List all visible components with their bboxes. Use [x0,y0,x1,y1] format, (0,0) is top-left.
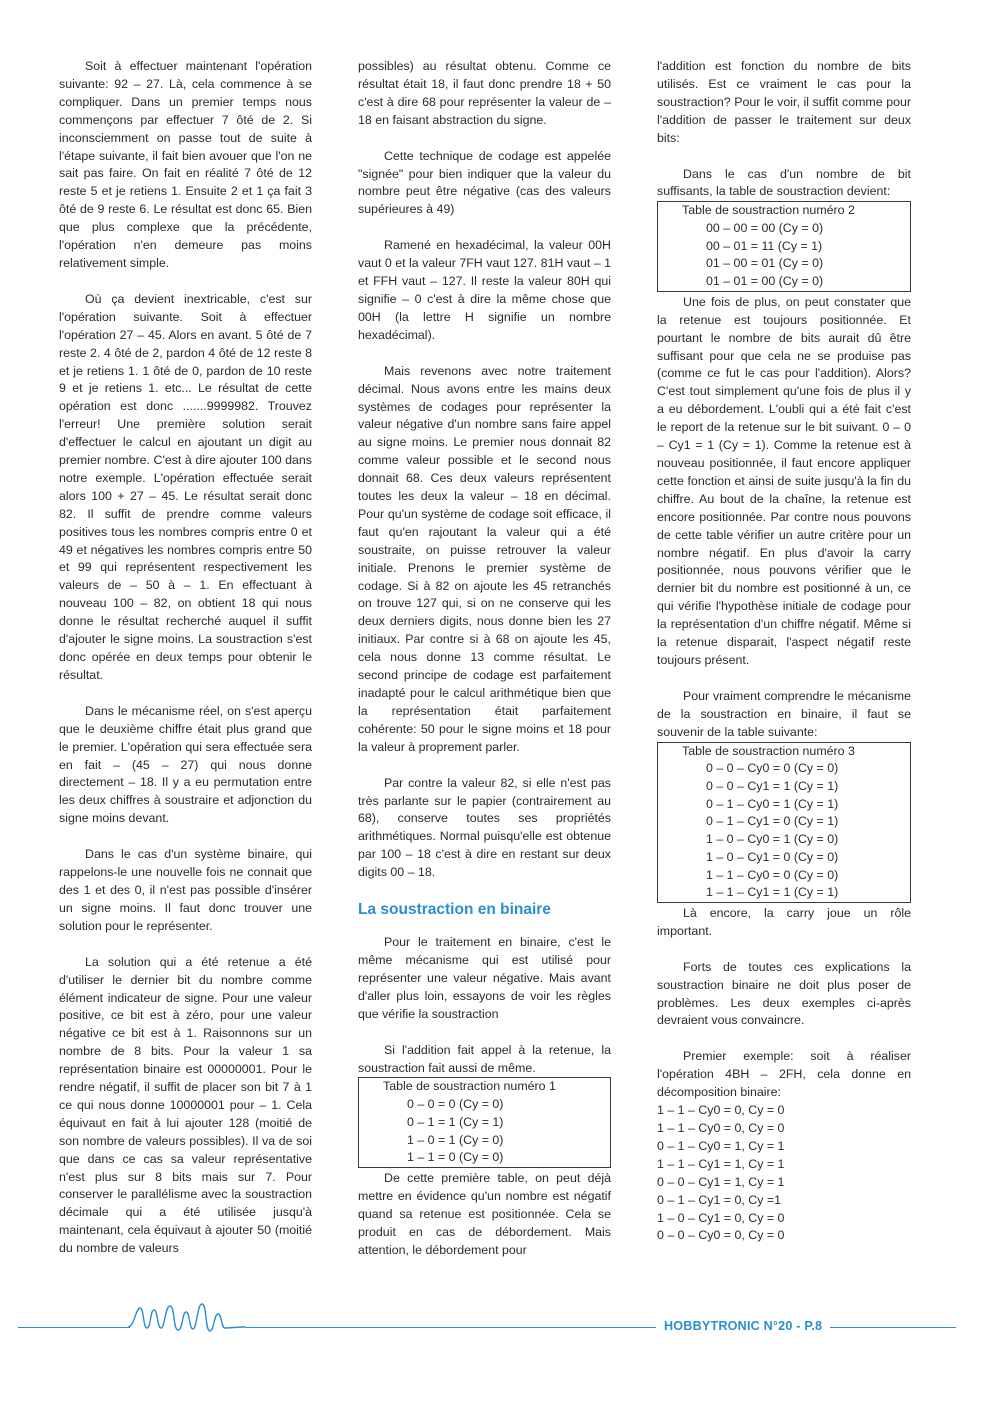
example-list [657,1102,911,1245]
table-row: 1 – 0 – Cy1 = 0 (Cy = 0) [706,849,839,864]
table-row: 1 – 0 = 1 (Cy = 0) [407,1132,504,1147]
table-row: 01 – 01 = 00 (Cy = 0) [706,274,824,289]
table-row: 1 – 1 = 0 (Cy = 0) [407,1150,504,1165]
table-row: 0 – 0 – Cy1 = 1 (Cy = 1) [706,779,839,794]
example-line: 0 – 0 – Cy1 = 1, Cy = 1 [657,1174,785,1189]
example-line: 1 – 1 – Cy1 = 1, Cy = 1 [657,1156,785,1171]
example-line: 0 – 1 – Cy0 = 1, Cy = 1 [657,1138,785,1153]
paragraph: Cette technique de codage est appelée "signée" pour bien indiquer que la valeur du nombre peut être négative (cas des valeurs supérieures à 49) [358,148,611,217]
paragraph: Mais revenons avec notre traitement décimal. Nous avons entre les mains deux systèmes de codages pour représenter la valeur négative d'un nombre sans faire appel au signe moins. Le premier nous donnait 82 comme valeur possible et le second nous donnait 68. Ces deux valeurs représentent toutes les deux la valeur – 18 en décimal. Pour qu'un système de codage soit efficace, il faut qu'en rajoutant la valeur qui a été soustraite, on puisse retrouver la valeur initiale. Prenons le premier système de codage. Si à 82 on ajoute les 45 retranchés on trouve 127 qui, si on ne conserve qui les deux derniers digits, nous donne bien les 27 initiaux. Par contre si à 68 on ajoute les 45, cela nous donne 13 comme résultat. Le second principe de codage est parfaitement inadapté pour le calcul arithmétique bien que la représentation était parfaitement cohérente: 50 pour le signe moins et 18 pour la valeur à proprement parler. [358,363,611,754]
paragraph: Pour vraiment comprendre le mécanisme de la soustraction en binaire, il faut se souvenir de la table suivante: [657,688,911,739]
table-row: 0 – 1 – Cy0 = 1 (Cy = 1) [706,796,839,811]
table-row: 1 – 1 – Cy1 = 1 (Cy = 1) [706,885,839,900]
paragraph: Par contre la valeur 82, si elle n'est pas très parlante sur le papier (contrairement au 68), conserve toutes ses propriétés arithmétiques. Normal puisqu'elle est obtenue par 100 – 18 c'est à dire en restant sur deux digits 00 – 18. [358,775,611,880]
paragraph: l'addition est fonction du nombre de bits utilisés. Est ce vraiment le cas pour la soustraction? Pour le voir, il suffit comme pour l'addition de passer le traitement sur deux bits: [657,59,911,145]
paragraph: Dans le cas d'un nombre de bit suffisants, la table de soustraction devient: [657,166,911,199]
table-title: Table de soustraction numéro 3 [682,743,855,758]
subtraction-table-2 [657,201,911,292]
paragraph: Une fois de plus, on peut constater que la retenue est toujours positionnée. Et pourtant le nombre de bits aurait dû être suffisant pour que cela ne se produise pas (comme ce fut le cas pour l'addition). Alors? C'est tout simplement qu'une fois de plus il y a eu débordement. L'oubli qui a été fait c'est le report de la retenue sur le bit suivant. 0 – 0 – Cy1 = 1 (Cy = 1). Comme la retenue est à nouveau positionnée, il faut encore appliquer cette fonction et ainsi de suite jusqu'à la fin du chiffre. Au bout de la chaîne, la retenue est encore positionnée. Par contre nous pouvons de cette table vérifier un autre critère pour un nombre négatif. En plus d'avoir la carry positionnée, nous pouvons vérifier que le dernier bit du nombre est positionné à un, ce qui vérifie l'hypothèse initiale de codage pour la représentation d'un chiffre négatif. Même si la retenue disparait, l'aspect négatif reste toujours présent. [657,294,911,667]
table-row: 0 – 1 = 1 (Cy = 1) [407,1114,504,1129]
column-2 [358,58,611,1259]
paragraph: Dans le mécanisme réel, on s'est aperçu que le deuxième chiffre était plus grand que le premier. L'opération qui sera effectuée sera en fait – (45 – 27) qui nous donne directement – 18. Il y a eu permutation entre les deux chiffres à soustraire et adjonction du signe moins devant. [59,703,312,826]
example-line: 1 – 1 – Cy0 = 0, Cy = 0 [657,1103,785,1118]
paragraph: Soit à effectuer maintenant l'opération suivante: 92 – 27. Là, cela commence à se compliquer. Dans un premier temps nous commençons par effectuer 7 ôté de 2. Si inconsciemment on passe tout de suite à l'étape suivante, il fait bien avouer que l'on ne sait pas faire. On fait en réalité 7 ôté de 12 reste 5 et je retiens 1. Ensuite 2 et 1 ça fait 3 ôté de 9 reste 6. Le résultat est donc 65. Bien que plus complexe que la précédente, l'opération n'en demeure pas moins relativement simple. [59,59,312,270]
paragraph: Forts de toutes ces explications la soustraction binaire ne doit plus poser de problèmes. Les deux exemples ci-après devraient vous convaincre. [657,959,911,1028]
wave-logo-icon [128,1300,246,1334]
table-row: 01 – 00 = 01 (Cy = 0) [706,256,824,271]
example-line: 1 – 1 – Cy0 = 0, Cy = 0 [657,1121,785,1135]
table-row: 0 – 1 – Cy1 = 0 (Cy = 1) [706,814,839,829]
paragraph: possibles) au résultat obtenu. Comme ce résultat était 18, il faut donc prendre 18 + 50 c'est à dire 68 pour représenter la valeur de – 18 en faisant abstraction du signe. [358,59,611,127]
table-row: 00 – 01 = 11 (Cy = 1) [706,238,823,253]
paragraph: Là encore, la carry joue un rôle important. [657,905,911,938]
table-title: Table de soustraction numéro 2 [682,203,855,218]
column-3 [657,58,911,1245]
example-line: 0 – 0 – Cy0 = 0, Cy = 0 [657,1228,785,1243]
footer-rule-left [18,1327,130,1328]
example-line: 1 – 0 – Cy1 = 0, Cy = 0 [657,1210,785,1225]
paragraph: Ramené en hexadécimal, la valeur 00H vaut 0 et la valeur 7FH vaut 127. 81H vaut – 1 et FFH vaut – 127. Il reste la valeur 80H qui signifie – 0 c'est à dire la même chose que 00H (la lettre H signifie un nombre hexadécimal). [358,238,611,342]
subtraction-table-1 [358,1077,611,1168]
paragraph: Pour le traitement en binaire, c'est le même mécanisme qui est utilisé pour représenter une valeur négative. Mais avant d'aller plus loin, essayons de voir les règles que vérifie la soustraction [358,935,611,1021]
table-title: Table de soustraction numéro 1 [383,1079,556,1094]
table-row: 00 – 00 = 00 (Cy = 0) [706,221,824,236]
footer-rule-right [830,1327,956,1328]
paragraph: De cette première table, on peut déjà mettre en évidence qu'un nombre est négatif quand sa retenue est positionnée. Cela se produit en cas de débordement. Mais attention, le débordement pour [358,1170,611,1257]
paragraph: La solution qui a été retenue a été d'utiliser le dernier bit du nombre comme élément indicateur de signe. Pour une valeur positive, ce bit est à zéro, pour une valeur négative ce bit est à 1. Raisonnons sur un nombre de 8 bits. Pour la valeur 1 sa représentation binaire est 00000001. Pour le rendre négatif, il suffit de placer son bit 7 à 1 ce qui nous donne 10000001 pour – 1. Cela équivaut en fait à lui ajouter 128 (moitié de son nombre de valeurs possibles). Il va de soi que dans ce cas sa valeur représentative n'est plus sur 8 bits mais sur 7. Pour conserver le parallélisme avec la soustraction décimale qui a été utilisée jusqu'à maintenant, cela équivaut à ajouter 50 (moitié du nombre de valeurs [59,954,312,1256]
paragraph: Si l'addition fait appel à la retenue, la soustraction fait aussi de même. [358,1042,611,1075]
subtraction-table-3 [657,742,911,903]
paragraph: Dans le cas d'un système binaire, qui rappelons-le une nouvelle fois ne connait que des 1 et des 0, il n'est pas possible d'insérer un signe moins. Il faut donc trouver une solution pour le représenter. [59,847,312,933]
table-row: 0 – 0 = 0 (Cy = 0) [407,1097,504,1112]
table-row: 0 – 0 – Cy0 = 0 (Cy = 0) [706,761,839,776]
footer-rule-middle [246,1327,656,1328]
table-row: 1 – 0 – Cy0 = 1 (Cy = 0) [706,832,839,847]
paragraph: Où ça devient inextricable, c'est sur l'opération suivante. Soit à effectuer l'opération 27 – 45. Alors en avant. 5 ôté de 7 reste 2. 4 ôté de 2, pardon 4 ôté de 12 reste 8 et je retiens 1. 1 ôté de 0, pardon de 10 reste 9 et je retiens 1. etc... Le résultat de cette opération est donc .......9999982. Trouvez l'erreur! Une première solution serait d'effectuer le calcul en ajoutant un digit au premier nombre. C'est à dire ajouter 100 dans notre exemple. L'opération effectuée serait alors 100 + 27 – 45. Le résultat serait donc 82. Il suffit de prendre comme valeurs positives tous les nombres compris entre 0 et 49 et négatives les nombres compris entre 50 et 99 qui représentent respectivement les valeurs de – 50 à – 1. En effectuant à nouveau 100 – 82, on obtient 18 qui nous donne le résultat recherché auquel il suffit d'ajouter le signe moins. La soustraction s'est donc opérée en deux temps pour obtenir le résultat. [59,291,312,682]
section-heading: La soustraction en binaire [358,901,551,919]
paragraph: Premier exemple: soit à réaliser l'opération 4BH – 2FH, cela donne en décomposition binaire: [657,1049,911,1100]
table-row: 1 – 1 – Cy0 = 0 (Cy = 0) [706,867,839,882]
column-1 [59,58,312,1258]
example-line: 0 – 1 – Cy1 = 0, Cy =1 [657,1192,781,1207]
footer-page-label: HOBBYTRONIC N°20 - P.8 [664,1319,823,1333]
